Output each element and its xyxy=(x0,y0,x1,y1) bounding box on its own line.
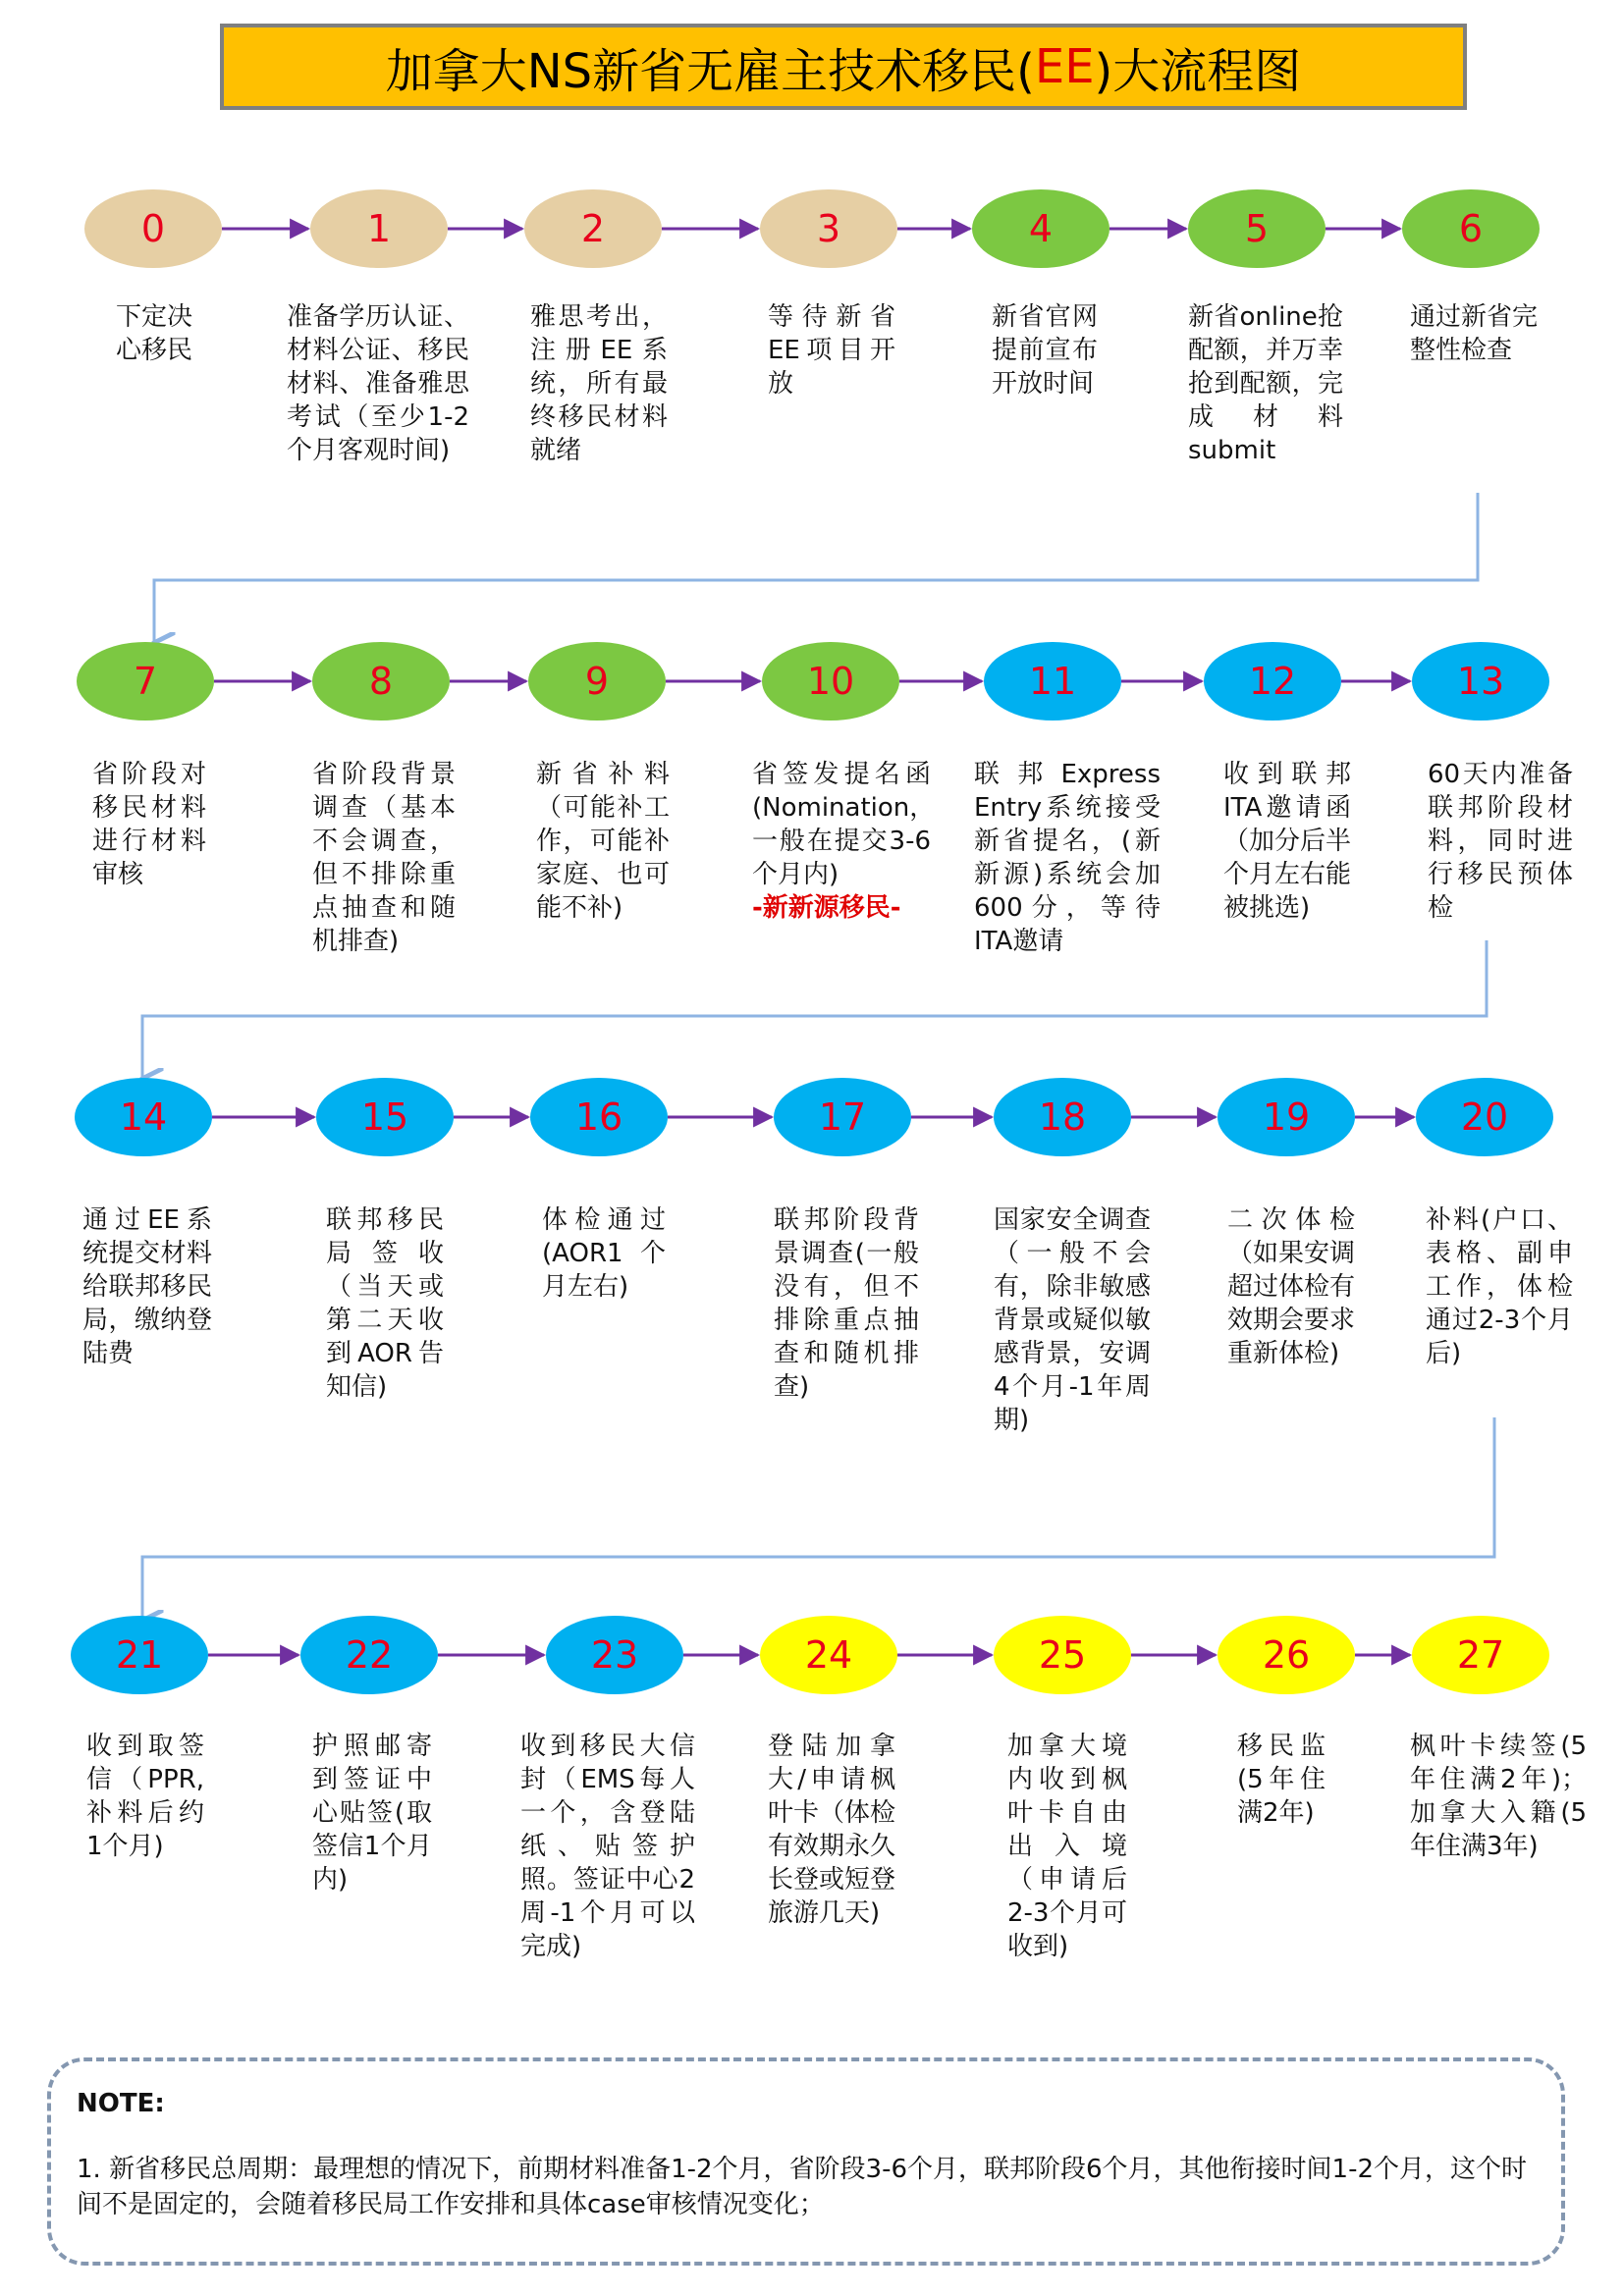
step-21-node xyxy=(71,1616,208,1694)
note-box xyxy=(47,2057,1565,2266)
step-number: 15 xyxy=(360,1095,409,1139)
step-18-description xyxy=(994,1203,1151,1437)
step-number: 6 xyxy=(1458,207,1484,250)
step-19-node xyxy=(1218,1078,1355,1156)
step-7-description xyxy=(92,758,206,891)
step-9-node xyxy=(528,642,666,721)
step-description-text: 省签发提名函(Nomination，一般在提交3-6个月内) xyxy=(752,760,936,889)
step-17-node xyxy=(774,1078,911,1156)
step-20-description xyxy=(1426,1203,1573,1370)
step-number: 22 xyxy=(345,1633,394,1677)
step-22-node xyxy=(300,1616,438,1694)
step-0-node xyxy=(84,189,222,268)
step-highlight-text: -新新源移民- xyxy=(752,893,901,923)
step-description-text: 准备学历认证、材料公证、移民材料、准备雅思考试（至少1-2个月客观时间) xyxy=(287,302,469,465)
step-12-description xyxy=(1223,758,1351,925)
step-18-node xyxy=(994,1078,1131,1156)
step-number: 26 xyxy=(1262,1633,1311,1677)
step-24-node xyxy=(760,1616,897,1694)
step-25-description xyxy=(1007,1730,1127,1963)
step-23-node xyxy=(546,1616,683,1694)
step-1-description xyxy=(287,300,469,467)
step-13-node xyxy=(1412,642,1549,721)
step-3-node xyxy=(760,189,897,268)
step-description-text: 收到移民大信封（EMS每人一个，含登陆纸、贴签护照。签证中心2周-1个月可以完成) xyxy=(520,1732,695,1961)
step-number: 23 xyxy=(590,1633,639,1677)
step-5-node xyxy=(1188,189,1326,268)
step-17-description xyxy=(774,1203,919,1404)
step-number: 1 xyxy=(366,207,392,250)
step-8-description xyxy=(312,758,456,958)
step-description-text: 联邦Express Entry系统接受新省提名，(新新源)系统会加600分，等待ITA邀请 xyxy=(974,760,1161,956)
step-description-text: 新省补料（可能补工作，可能补家庭、也可能不补) xyxy=(536,760,670,923)
step-description-text: 联邦移民局签收（当天或第二天收到AOR告知信) xyxy=(326,1205,444,1402)
step-0-description xyxy=(116,300,202,367)
step-number: 24 xyxy=(804,1633,853,1677)
step-description-text: 省阶段背景调查（基本不会调查，但不排除重点抽查和随机排查) xyxy=(312,760,456,956)
title-highlight: EE xyxy=(1034,39,1095,94)
step-description-text: 下定决 心移民 xyxy=(116,302,193,365)
step-number: 5 xyxy=(1244,207,1270,250)
step-27-description xyxy=(1410,1730,1587,1863)
step-19-description xyxy=(1227,1203,1355,1370)
step-description-text: 体检通过(AOR1个月左右) xyxy=(542,1205,666,1302)
step-description-text: 加拿大境内收到枫叶卡自由出入境（申请后2-3个月可收到) xyxy=(1007,1732,1127,1961)
step-23-description xyxy=(520,1730,695,1963)
step-description-text: 枫叶卡续签(5年住满2年)；加拿大入籍(5年住满3年) xyxy=(1410,1732,1587,1861)
step-description-text: 等待新省EE项目开放 xyxy=(768,302,895,399)
step-number: 27 xyxy=(1456,1633,1505,1677)
step-2-description xyxy=(530,300,668,467)
step-number: 19 xyxy=(1262,1095,1311,1139)
step-description-text: 收到取签信（PPR,补料后约1个月) xyxy=(86,1732,204,1861)
step-number: 3 xyxy=(816,207,841,250)
step-number: 7 xyxy=(133,660,158,703)
step-description-text: 省阶段对移民材料进行材料审核 xyxy=(92,760,206,889)
step-number: 13 xyxy=(1456,660,1505,703)
step-13-description xyxy=(1428,758,1573,925)
step-number: 11 xyxy=(1028,660,1077,703)
note-text: 1. 新省移民总周期：最理想的情况下，前期材料准备1-2个月，省阶段3-6个月，联邦阶段6个月，其他衔接时间1-2个月，这个时间不是固定的，会随着移民局工作安排和具体case审核情况变化； xyxy=(77,2155,1528,2219)
step-description-text: 登陆加拿大/申请枫叶卡（体检有效期永久长登或短登旅游几天) xyxy=(768,1732,896,1928)
step-number: 4 xyxy=(1028,207,1054,250)
step-number: 18 xyxy=(1038,1095,1087,1139)
step-5-description xyxy=(1188,300,1343,467)
step-description-text: 补料(户口、表格、副申工作，体检通过2-3个月后) xyxy=(1426,1205,1573,1368)
step-number: 14 xyxy=(119,1095,168,1139)
step-description-text: 移民监(5年住满2年) xyxy=(1237,1732,1326,1828)
step-description-text: 新省官网提前宣布开放时间 xyxy=(992,302,1098,399)
title-suffix: )大流程图 xyxy=(1094,43,1302,99)
step-number: 17 xyxy=(818,1095,867,1139)
step-10-description xyxy=(752,758,936,925)
step-24-description xyxy=(768,1730,895,1930)
step-6-description xyxy=(1410,300,1538,367)
step-12-node xyxy=(1204,642,1341,721)
step-27-node xyxy=(1412,1616,1549,1694)
step-26-description xyxy=(1237,1730,1326,1830)
step-26-node xyxy=(1218,1616,1355,1694)
step-20-node xyxy=(1416,1078,1553,1156)
step-6-node xyxy=(1402,189,1540,268)
step-number: 8 xyxy=(368,660,394,703)
step-14-node xyxy=(75,1078,212,1156)
step-4-description xyxy=(992,300,1098,400)
connector-20-to-21 xyxy=(142,1417,1494,1622)
step-number: 21 xyxy=(115,1633,164,1677)
step-number: 12 xyxy=(1248,660,1297,703)
step-description-text: 联邦阶段背景调查(一般没有，但不排除重点抽查和随机排查) xyxy=(774,1205,919,1402)
step-number: 10 xyxy=(806,660,855,703)
step-description-text: 60天内准备联邦阶段材料，同时进行移民预体检 xyxy=(1428,760,1573,923)
step-10-node xyxy=(762,642,899,721)
step-description-text: 新省online抢配额，并万幸抢到配额，完成材料submit xyxy=(1188,302,1343,465)
step-22-description xyxy=(312,1730,432,1896)
step-1-node xyxy=(310,189,448,268)
step-number: 25 xyxy=(1038,1633,1087,1677)
step-number: 20 xyxy=(1460,1095,1509,1139)
step-15-node xyxy=(316,1078,454,1156)
step-number: 2 xyxy=(580,207,606,250)
step-9-description xyxy=(536,758,670,925)
step-7-node xyxy=(77,642,214,721)
step-number: 16 xyxy=(574,1095,623,1139)
step-description-text: 通过EE系统提交材料给联邦移民局，缴纳登陆费 xyxy=(82,1205,212,1368)
step-description-text: 护照邮寄到签证中心贴签(取签信1个月内) xyxy=(312,1732,432,1895)
step-number: 0 xyxy=(140,207,166,250)
step-21-description xyxy=(86,1730,204,1863)
step-description-text: 雅思考出，注册EE系统，所有最终移民材料就绪 xyxy=(530,302,668,465)
step-16-node xyxy=(530,1078,668,1156)
step-25-node xyxy=(994,1616,1131,1694)
step-description-text: 收到联邦ITA邀请函（加分后半个月左右能被挑选) xyxy=(1223,760,1352,923)
step-description-text: 国家安全调查（一般不会有，除非敏感背景或疑似敏感背景，安调4个月-1年周期) xyxy=(994,1205,1151,1435)
step-11-node xyxy=(984,642,1121,721)
step-number: 9 xyxy=(584,660,610,703)
step-description-text: 通过新省完整性检查 xyxy=(1410,302,1539,365)
step-14-description xyxy=(82,1203,212,1370)
step-8-node xyxy=(312,642,450,721)
step-4-node xyxy=(972,189,1110,268)
connector-6-to-7 xyxy=(154,493,1478,644)
note-title: NOTE: xyxy=(77,2089,165,2118)
title-prefix: 加拿大NS新省无雇主技术移民( xyxy=(385,43,1035,99)
step-description-text: 二次体检（如果安调超过体检有效期会要求重新体检) xyxy=(1227,1205,1356,1368)
step-16-description xyxy=(542,1203,666,1304)
step-15-description xyxy=(326,1203,444,1404)
step-11-description xyxy=(974,758,1161,958)
step-2-node xyxy=(524,189,662,268)
connector-13-to-14 xyxy=(142,940,1487,1080)
step-3-description xyxy=(768,300,895,400)
